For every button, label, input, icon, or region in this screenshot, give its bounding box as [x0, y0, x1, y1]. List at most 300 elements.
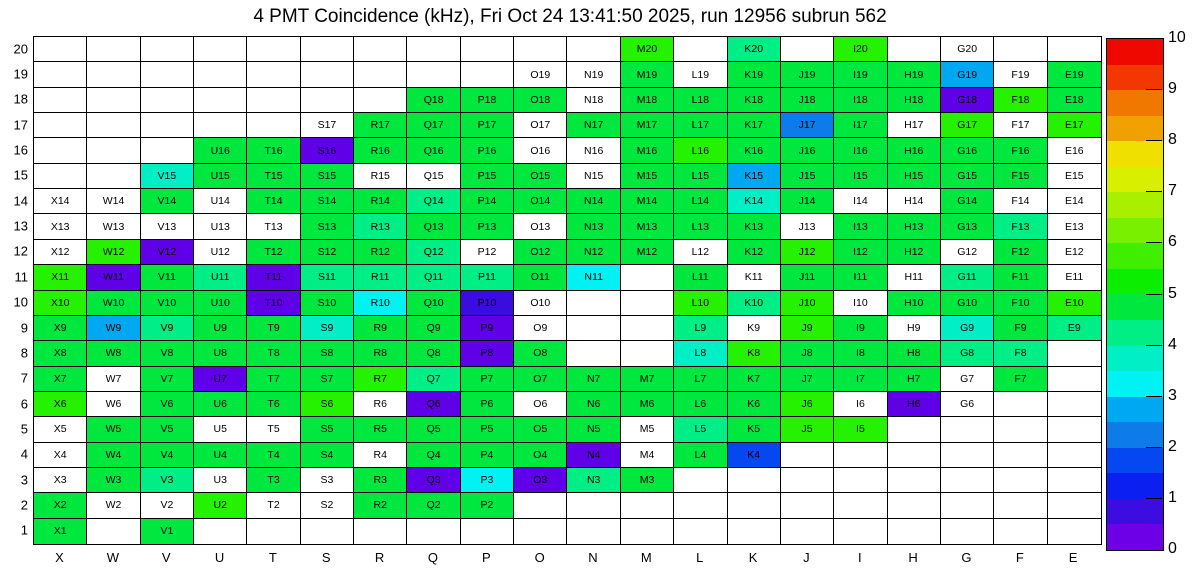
- grid-cell-O10: O10: [514, 291, 567, 316]
- grid-cell-H8: H8: [888, 341, 941, 366]
- col-axis-label-P: P: [481, 550, 491, 565]
- grid-cell-S5: S5: [301, 417, 354, 442]
- grid-cell-X11: X11: [34, 265, 87, 290]
- grid-cell-Q3: Q3: [407, 468, 460, 493]
- col-axis-label-L: L: [696, 550, 704, 565]
- grid-cell-R4: R4: [354, 443, 407, 468]
- col-axis-label-K: K: [748, 550, 758, 565]
- grid-cell-K9: K9: [728, 316, 781, 341]
- grid-cell-U4: U4: [194, 443, 247, 468]
- grid-cell-G8: G8: [941, 341, 994, 366]
- grid-cell-T4: T4: [247, 443, 300, 468]
- grid-cell-E12: E12: [1048, 240, 1101, 265]
- grid-cell: [247, 88, 300, 113]
- grid-cell-N17: N17: [567, 113, 620, 138]
- grid-cell-W5: W5: [87, 417, 140, 442]
- grid-cell-T15: T15: [247, 164, 300, 189]
- grid-cell-O8: O8: [514, 341, 567, 366]
- grid-cell-T12: T12: [247, 240, 300, 265]
- grid-cell-P16: P16: [461, 138, 514, 163]
- colorbar-band: [1107, 243, 1163, 269]
- grid-cell-V15: V15: [141, 164, 194, 189]
- col-axis-label-G: G: [961, 550, 972, 565]
- row-axis-label-17: 17: [13, 117, 28, 133]
- row-axis-label-15: 15: [13, 167, 28, 183]
- grid-cell-L7: L7: [674, 367, 727, 392]
- grid-cell-N3: N3: [567, 468, 620, 493]
- grid-cell: [621, 493, 674, 518]
- grid-cell-I19: I19: [834, 62, 887, 87]
- grid-cell-O15: O15: [514, 164, 567, 189]
- grid-cell-R17: R17: [354, 113, 407, 138]
- colorbar-tick: [1146, 242, 1162, 243]
- grid-cell-K7: K7: [728, 367, 781, 392]
- heatmap-grid: [33, 36, 1102, 545]
- row-axis-label-2: 2: [20, 497, 28, 513]
- grid-cell-G10: G10: [941, 291, 994, 316]
- grid-cell: [621, 341, 674, 366]
- grid-cell-O11: O11: [514, 265, 567, 290]
- grid-cell-V11: V11: [141, 265, 194, 290]
- grid-cell: [514, 37, 567, 62]
- grid-cell: [674, 493, 727, 518]
- colorbar: [1106, 38, 1164, 551]
- grid-cell-L8: L8: [674, 341, 727, 366]
- row-axis-label-4: 4: [20, 446, 28, 462]
- grid-cell-K10: K10: [728, 291, 781, 316]
- grid-cell-G6: G6: [941, 392, 994, 417]
- colorbar-band: [1107, 499, 1163, 525]
- grid-cell-F18: F18: [994, 88, 1047, 113]
- row-axis-label-20: 20: [13, 41, 28, 57]
- colorbar-tick-label-6: 6: [1168, 233, 1177, 251]
- grid-cell: [141, 113, 194, 138]
- grid-cell-R12: R12: [354, 240, 407, 265]
- grid-cell-I18: I18: [834, 88, 887, 113]
- row-axis-label-8: 8: [20, 345, 28, 361]
- grid-cell: [34, 164, 87, 189]
- colorbar-band: [1107, 269, 1163, 295]
- grid-cell-K20: K20: [728, 37, 781, 62]
- grid-cell-S9: S9: [301, 316, 354, 341]
- col-axis-label-U: U: [214, 550, 225, 565]
- grid-cell-G11: G11: [941, 265, 994, 290]
- col-axis-label-V: V: [161, 550, 171, 565]
- grid-cell-W7: W7: [87, 367, 140, 392]
- grid-cell-P13: P13: [461, 214, 514, 239]
- row-axis-label-16: 16: [13, 142, 28, 158]
- grid-cell-P14: P14: [461, 189, 514, 214]
- colorbar-tick-label-1: 1: [1168, 488, 1177, 506]
- grid-cell-X4: X4: [34, 443, 87, 468]
- grid-cell: [781, 519, 834, 544]
- grid-cell-P6: P6: [461, 392, 514, 417]
- colorbar-band: [1107, 141, 1163, 167]
- grid-cell-G13: G13: [941, 214, 994, 239]
- grid-cell-H18: H18: [888, 88, 941, 113]
- grid-cell: [941, 519, 994, 544]
- colorbar-band: [1107, 473, 1163, 499]
- colorbar-tick: [1146, 89, 1162, 90]
- grid-cell-Q2: Q2: [407, 493, 460, 518]
- grid-cell-L6: L6: [674, 392, 727, 417]
- row-axis-label-19: 19: [13, 66, 28, 82]
- grid-cell: [407, 62, 460, 87]
- grid-cell-R10: R10: [354, 291, 407, 316]
- grid-cell-S6: S6: [301, 392, 354, 417]
- grid-cell: [888, 493, 941, 518]
- grid-cell: [567, 341, 620, 366]
- grid-cell-N5: N5: [567, 417, 620, 442]
- grid-cell-M3: M3: [621, 468, 674, 493]
- grid-cell-Q16: Q16: [407, 138, 460, 163]
- grid-cell-M14: M14: [621, 189, 674, 214]
- grid-cell-G16: G16: [941, 138, 994, 163]
- grid-cell-V13: V13: [141, 214, 194, 239]
- grid-cell-I5: I5: [834, 417, 887, 442]
- col-axis-label-E: E: [1068, 550, 1078, 565]
- grid-cell: [888, 417, 941, 442]
- grid-cell-L5: L5: [674, 417, 727, 442]
- grid-cell-T6: T6: [247, 392, 300, 417]
- grid-cell-F19: F19: [994, 62, 1047, 87]
- grid-cell: [728, 468, 781, 493]
- grid-cell-R5: R5: [354, 417, 407, 442]
- grid-cell: [781, 37, 834, 62]
- grid-cell-V1: V1: [141, 519, 194, 544]
- grid-cell-K15: K15: [728, 164, 781, 189]
- colorbar-tick-label-9: 9: [1168, 80, 1177, 98]
- grid-cell: [674, 468, 727, 493]
- grid-cell-O5: O5: [514, 417, 567, 442]
- grid-cell-I7: I7: [834, 367, 887, 392]
- grid-cell-Q15: Q15: [407, 164, 460, 189]
- colorbar-band: [1107, 192, 1163, 218]
- grid-cell-I14: I14: [834, 189, 887, 214]
- colorbar-tick-label-3: 3: [1168, 386, 1177, 404]
- grid-cell-K8: K8: [728, 341, 781, 366]
- grid-cell-P8: P8: [461, 341, 514, 366]
- row-axis-label-5: 5: [20, 421, 28, 437]
- grid-cell-X12: X12: [34, 240, 87, 265]
- grid-cell-W12: W12: [87, 240, 140, 265]
- grid-cell-H7: H7: [888, 367, 941, 392]
- grid-cell-U5: U5: [194, 417, 247, 442]
- grid-cell-O3: O3: [514, 468, 567, 493]
- grid-cell-P5: P5: [461, 417, 514, 442]
- grid-cell: [141, 138, 194, 163]
- grid-cell-H12: H12: [888, 240, 941, 265]
- grid-cell-P4: P4: [461, 443, 514, 468]
- grid-cell: [1048, 493, 1101, 518]
- colorbar-band: [1107, 116, 1163, 142]
- grid-cell-F15: F15: [994, 164, 1047, 189]
- grid-cell-J12: J12: [781, 240, 834, 265]
- grid-cell-L15: L15: [674, 164, 727, 189]
- grid-cell-I12: I12: [834, 240, 887, 265]
- grid-cell: [781, 493, 834, 518]
- grid-cell: [301, 62, 354, 87]
- grid-cell-L4: L4: [674, 443, 727, 468]
- grid-cell-V2: V2: [141, 493, 194, 518]
- grid-cell: [728, 493, 781, 518]
- grid-cell: [34, 62, 87, 87]
- grid-cell: [888, 468, 941, 493]
- grid-cell-L12: L12: [674, 240, 727, 265]
- grid-cell-U6: U6: [194, 392, 247, 417]
- grid-cell-K5: K5: [728, 417, 781, 442]
- colorbar-band: [1107, 65, 1163, 91]
- grid-cell-I15: I15: [834, 164, 887, 189]
- grid-cell-L17: L17: [674, 113, 727, 138]
- grid-cell-U10: U10: [194, 291, 247, 316]
- grid-cell-X14: X14: [34, 189, 87, 214]
- grid-cell-H6: H6: [888, 392, 941, 417]
- grid-cell: [461, 519, 514, 544]
- grid-cell: [994, 468, 1047, 493]
- grid-cell: [621, 316, 674, 341]
- col-axis-label-F: F: [1015, 550, 1024, 565]
- grid-cell-V3: V3: [141, 468, 194, 493]
- grid-cell-W10: W10: [87, 291, 140, 316]
- grid-cell-P2: P2: [461, 493, 514, 518]
- grid-cell-V7: V7: [141, 367, 194, 392]
- grid-cell: [994, 417, 1047, 442]
- grid-cell-L11: L11: [674, 265, 727, 290]
- grid-cell-K11: K11: [728, 265, 781, 290]
- grid-cell: [407, 519, 460, 544]
- colorbar-tick-label-5: 5: [1168, 284, 1177, 302]
- grid-cell-U16: U16: [194, 138, 247, 163]
- plot-title: 4 PMT Coincidence (kHz), Fri Oct 24 13:41:50 2025, run 12956 subrun 562: [253, 6, 887, 27]
- colorbar-tick-label-7: 7: [1168, 182, 1177, 200]
- grid-cell: [514, 519, 567, 544]
- grid-cell: [1048, 367, 1101, 392]
- grid-cell-F10: F10: [994, 291, 1047, 316]
- grid-cell-V9: V9: [141, 316, 194, 341]
- grid-cell-M6: M6: [621, 392, 674, 417]
- grid-cell-S10: S10: [301, 291, 354, 316]
- col-axis-label-R: R: [374, 550, 385, 565]
- grid-cell: [514, 493, 567, 518]
- grid-cell-O17: O17: [514, 113, 567, 138]
- grid-cell-V14: V14: [141, 189, 194, 214]
- grid-cell-J11: J11: [781, 265, 834, 290]
- grid-cell: [834, 468, 887, 493]
- row-axis-label-6: 6: [20, 396, 28, 412]
- grid-cell-G15: G15: [941, 164, 994, 189]
- colorbar-band: [1107, 346, 1163, 372]
- colorbar-tick: [1146, 498, 1162, 499]
- grid-cell-S2: S2: [301, 493, 354, 518]
- grid-cell-J18: J18: [781, 88, 834, 113]
- grid-cell-L18: L18: [674, 88, 727, 113]
- grid-cell: [87, 88, 140, 113]
- grid-cell-U12: U12: [194, 240, 247, 265]
- grid-cell-M20: M20: [621, 37, 674, 62]
- colorbar-tick: [1146, 345, 1162, 346]
- grid-cell-E10: E10: [1048, 291, 1101, 316]
- colorbar-band: [1107, 448, 1163, 474]
- grid-cell-R6: R6: [354, 392, 407, 417]
- grid-cell-E19: E19: [1048, 62, 1101, 87]
- grid-cell-Q13: Q13: [407, 214, 460, 239]
- grid-cell: [941, 493, 994, 518]
- grid-cell-W8: W8: [87, 341, 140, 366]
- grid-cell: [1048, 519, 1101, 544]
- grid-cell-J7: J7: [781, 367, 834, 392]
- grid-cell: [1048, 468, 1101, 493]
- grid-cell: [461, 62, 514, 87]
- colorbar-tick-label-0: 0: [1168, 540, 1177, 557]
- grid-cell-G19: G19: [941, 62, 994, 87]
- grid-cell: [194, 113, 247, 138]
- grid-cell-O6: O6: [514, 392, 567, 417]
- grid-cell-R9: R9: [354, 316, 407, 341]
- grid-cell-E11: E11: [1048, 265, 1101, 290]
- grid-cell-X1: X1: [34, 519, 87, 544]
- grid-cell-R2: R2: [354, 493, 407, 518]
- grid-cell-O7: O7: [514, 367, 567, 392]
- grid-cell-U3: U3: [194, 468, 247, 493]
- grid-cell-W13: W13: [87, 214, 140, 239]
- grid-cell-S14: S14: [301, 189, 354, 214]
- grid-cell-I11: I11: [834, 265, 887, 290]
- grid-cell-L19: L19: [674, 62, 727, 87]
- grid-cell: [567, 37, 620, 62]
- grid-cell-R11: R11: [354, 265, 407, 290]
- col-axis-label-S: S: [321, 550, 331, 565]
- grid-cell: [888, 519, 941, 544]
- grid-cell-R7: R7: [354, 367, 407, 392]
- grid-cell-Q12: Q12: [407, 240, 460, 265]
- grid-cell-L16: L16: [674, 138, 727, 163]
- grid-cell-V6: V6: [141, 392, 194, 417]
- grid-cell-U7: U7: [194, 367, 247, 392]
- colorbar-tick-label-8: 8: [1168, 131, 1177, 149]
- grid-cell-T2: T2: [247, 493, 300, 518]
- grid-cell: [834, 493, 887, 518]
- grid-cell-T16: T16: [247, 138, 300, 163]
- grid-cell: [34, 37, 87, 62]
- colorbar-band: [1107, 167, 1163, 193]
- grid-cell-T11: T11: [247, 265, 300, 290]
- grid-cell-M16: M16: [621, 138, 674, 163]
- grid-cell: [621, 519, 674, 544]
- grid-cell: [834, 443, 887, 468]
- row-axis-label-9: 9: [20, 320, 28, 336]
- grid-cell: [1048, 417, 1101, 442]
- grid-cell: [34, 88, 87, 113]
- grid-cell: [994, 519, 1047, 544]
- grid-cell-Q11: Q11: [407, 265, 460, 290]
- grid-cell: [34, 113, 87, 138]
- grid-cell-H10: H10: [888, 291, 941, 316]
- grid-cell-P12: P12: [461, 240, 514, 265]
- grid-cell-K6: K6: [728, 392, 781, 417]
- grid-cell-N13: N13: [567, 214, 620, 239]
- colorbar-tick: [1146, 294, 1162, 295]
- grid-cell-V4: V4: [141, 443, 194, 468]
- colorbar-band: [1107, 320, 1163, 346]
- grid-cell-S12: S12: [301, 240, 354, 265]
- grid-cell-J8: J8: [781, 341, 834, 366]
- grid-cell-Q8: Q8: [407, 341, 460, 366]
- grid-cell-O16: O16: [514, 138, 567, 163]
- grid-cell-M7: M7: [621, 367, 674, 392]
- grid-cell-P11: P11: [461, 265, 514, 290]
- grid-cell: [87, 138, 140, 163]
- grid-cell-I20: I20: [834, 37, 887, 62]
- grid-cell-F17: F17: [994, 113, 1047, 138]
- grid-cell-H16: H16: [888, 138, 941, 163]
- grid-cell-T14: T14: [247, 189, 300, 214]
- grid-cell-O19: O19: [514, 62, 567, 87]
- colorbar-tick: [1146, 447, 1162, 448]
- grid-cell-O4: O4: [514, 443, 567, 468]
- grid-cell-U14: U14: [194, 189, 247, 214]
- grid-cell: [141, 37, 194, 62]
- grid-cell: [621, 265, 674, 290]
- grid-cell-Q18: Q18: [407, 88, 460, 113]
- col-axis-label-Q: Q: [427, 550, 438, 565]
- col-axis-label-M: M: [640, 550, 652, 565]
- grid-cell-W4: W4: [87, 443, 140, 468]
- grid-cell-O18: O18: [514, 88, 567, 113]
- grid-cell-S8: S8: [301, 341, 354, 366]
- grid-cell-J5: J5: [781, 417, 834, 442]
- grid-cell-E18: E18: [1048, 88, 1101, 113]
- grid-cell-X10: X10: [34, 291, 87, 316]
- grid-cell: [567, 493, 620, 518]
- grid-cell: [141, 88, 194, 113]
- grid-cell: [87, 164, 140, 189]
- grid-cell-S16: S16: [301, 138, 354, 163]
- grid-cell-E17: E17: [1048, 113, 1101, 138]
- grid-cell-J19: J19: [781, 62, 834, 87]
- grid-cell-Q7: Q7: [407, 367, 460, 392]
- grid-cell: [407, 37, 460, 62]
- grid-cell: [354, 88, 407, 113]
- grid-cell: [674, 37, 727, 62]
- grid-cell: [1048, 37, 1101, 62]
- grid-cell-J16: J16: [781, 138, 834, 163]
- grid-cell-M4: M4: [621, 443, 674, 468]
- grid-cell: [247, 37, 300, 62]
- grid-cell-K19: K19: [728, 62, 781, 87]
- grid-cell-I9: I9: [834, 316, 887, 341]
- grid-cell-H9: H9: [888, 316, 941, 341]
- grid-cell-U8: U8: [194, 341, 247, 366]
- grid-cell-H19: H19: [888, 62, 941, 87]
- grid-cell: [461, 37, 514, 62]
- colorbar-tick: [1146, 140, 1162, 141]
- grid-cell-E15: E15: [1048, 164, 1101, 189]
- grid-cell: [674, 519, 727, 544]
- grid-cell-N4: N4: [567, 443, 620, 468]
- grid-cell-H17: H17: [888, 113, 941, 138]
- grid-cell-G9: G9: [941, 316, 994, 341]
- grid-cell-U11: U11: [194, 265, 247, 290]
- grid-cell-F13: F13: [994, 214, 1047, 239]
- row-axis-label-10: 10: [13, 294, 28, 310]
- grid-cell-O12: O12: [514, 240, 567, 265]
- grid-cell-O13: O13: [514, 214, 567, 239]
- grid-cell-W3: W3: [87, 468, 140, 493]
- grid-cell: [567, 519, 620, 544]
- grid-cell-U2: U2: [194, 493, 247, 518]
- colorbar-band: [1107, 422, 1163, 448]
